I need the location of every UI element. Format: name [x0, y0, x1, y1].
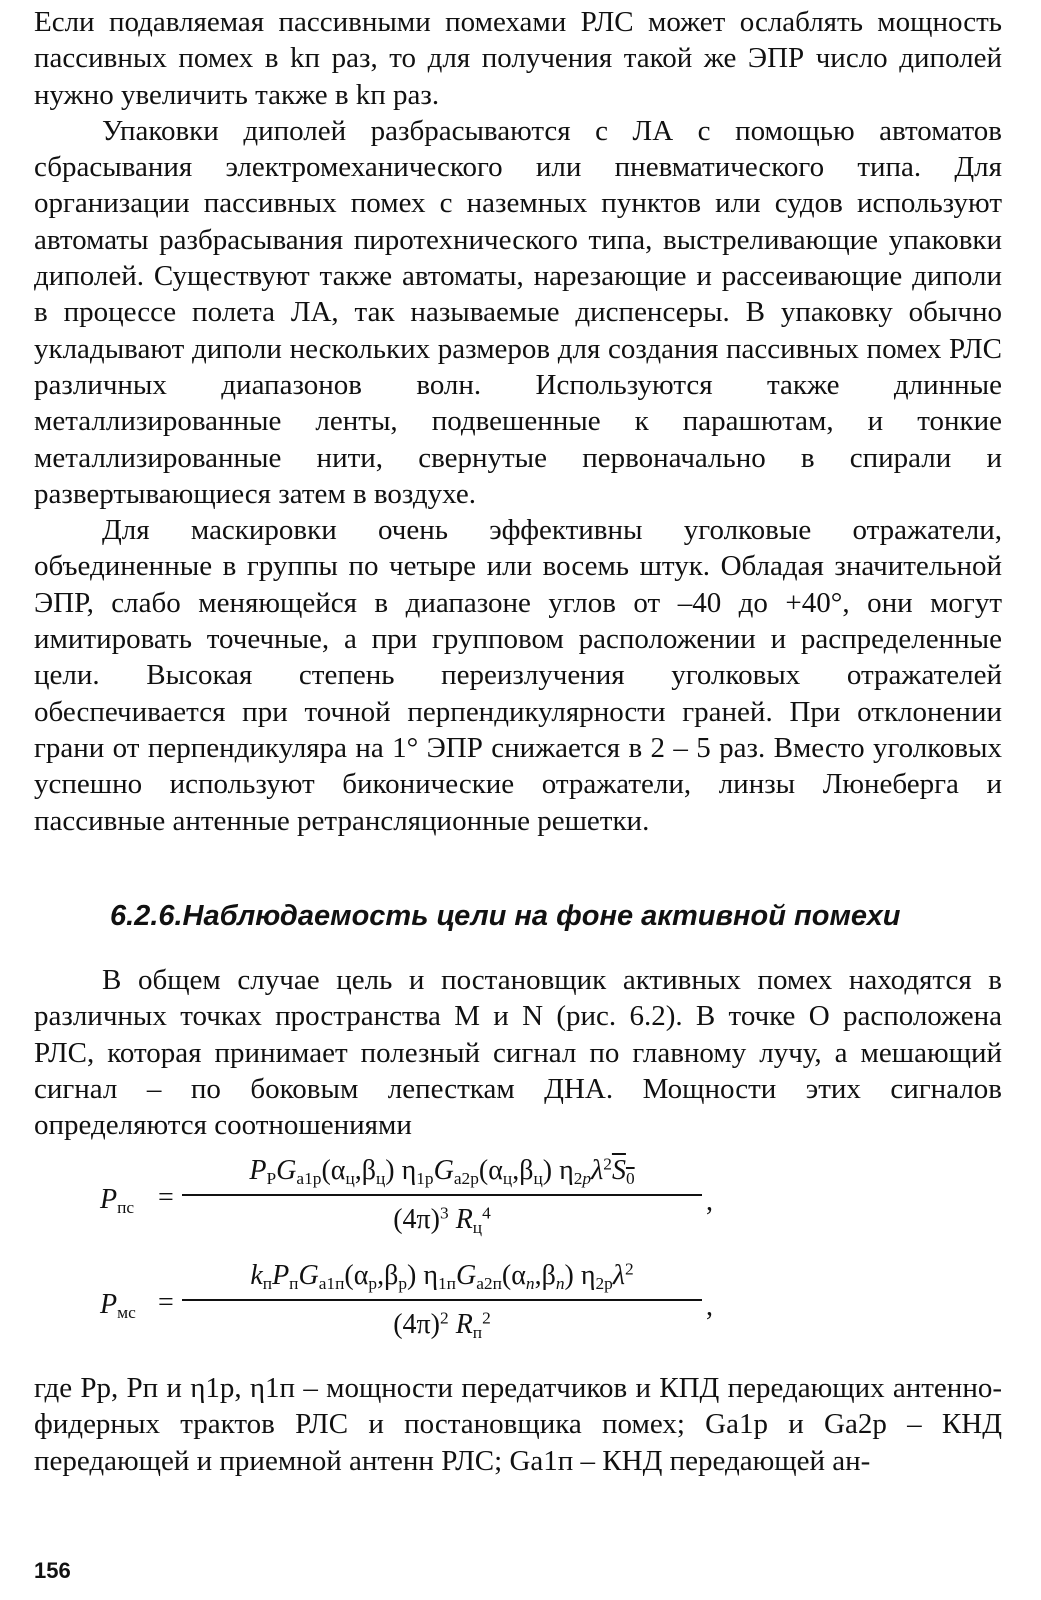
section-heading: 6.2.6.Наблюдаемость цели на фоне активной помехи [110, 900, 901, 932]
page-number: 156 [34, 1558, 71, 1583]
formula-lhs: $P_{пс}$ [100, 1184, 135, 1218]
formula-fraction [182, 1150, 702, 1242]
formula-denominator: $(4\pi)^2$ $R_п^2$ [393, 1308, 491, 1343]
paragraph-2: Упаковки диполей разбрасываются с ЛА с помощью автоматов сбрасывания электромеханического или пневматического типа. Для организации пассивных помех с наземных пунктов или судов используют автоматы разбрасывания пиротехнического типа, выстреливающие упаковки диполей. Существуют также автоматы, нарезающие и рассеивающие диполи в процессе полета ЛА, так называемые диспенсеры. В упаковку обычно укладывают диполи нескольких размеров для создания пассивных помех РЛС различных диапазонов волн. Используются также длинные металлизированные ленты, подвешенные к парашютам, и тонкие металлизированные нити, свернутые первоначально в спирали и развертывающиеся затем в воздухе. [34, 114, 1002, 510]
equals-sign: = [158, 1287, 174, 1318]
text-block-where [34, 1370, 1002, 1479]
text-block-intro [34, 962, 1002, 1143]
paragraph-where: где Pр, Pп и η1р, η1п – мощности передатчиков и КПД передающих антенно-фидерных трактов РЛС и постановщика помех; Ga1р и Ga2р – КНД передающей и приемной антенн РЛС; Ga1п – КНД передающей ан- [34, 1372, 1002, 1477]
formula-comma: , [706, 1291, 713, 1322]
paragraph-3: Для маскировки очень эффективны уголковые отражатели, объединенные в группы по четыре или восемь штук. Обладая значительной ЭПР, слабо меняющейся в диапазоне углов от –40 до +40°, они могут имитировать точечные, а при групповом расположении и распределенные цели. Высокая степень переизлучения уголковых отражателей обеспечивается при точной перпендикулярности граней. При отклонении грани от перпендикуляра на 1° ЭПР снижается в 2 – 5 раз. Вместо уголковых успешно используют биконические отражатели, линзы Люнеберга и пассивные антенные ретрансляционные решетки. [34, 514, 1002, 837]
formula-lhs: $P_{мс}$ [100, 1289, 136, 1323]
fraction-bar [182, 1299, 702, 1301]
formula-fraction [182, 1255, 702, 1347]
formula-jamming-signal-power [100, 1255, 713, 1365]
formula-useful-signal-power [100, 1150, 713, 1260]
formula-comma: , [706, 1186, 713, 1217]
formula-numerator: $P_РG_{а1р}(\alpha_ц,\beta_ц)$ $\eta_{1р}G_{а2р}(\alpha_ц,\beta_ц)$ $\eta_{2р}\lambda^2S_0$ [249, 1154, 635, 1189]
text-block-top [34, 4, 1002, 839]
paragraph-intro: В общем случае цель и постановщик активных помех находятся в различных точках пространства M и N (рис. 6.2). В точке O расположена РЛС, которая принимает полезный сигнал по главному лучу, а мешающий сигнал – по боковым лепесткам ДНА. Мощности этих сигналов определяются соотношениями [34, 964, 1002, 1142]
formula-denominator: $(4\pi)^3$ $R_ц^4$ [393, 1203, 491, 1238]
paragraph-1: Если подавляемая пассивными помехами РЛС может ослаблять мощность пассивных помех в kп раз, то для получения такой же ЭПР число диполей нужно увеличить также в kп раз. [34, 6, 1002, 111]
fraction-bar [182, 1194, 702, 1196]
equals-sign: = [158, 1182, 174, 1213]
formula-numerator: $k_пP_пG_{а1п}(\alpha_р,\beta_р)$ $\eta_{1п}G_{а2п}(\alpha_п,\beta_п)$ $\eta_{2р}\lambda^2$ [250, 1259, 634, 1294]
